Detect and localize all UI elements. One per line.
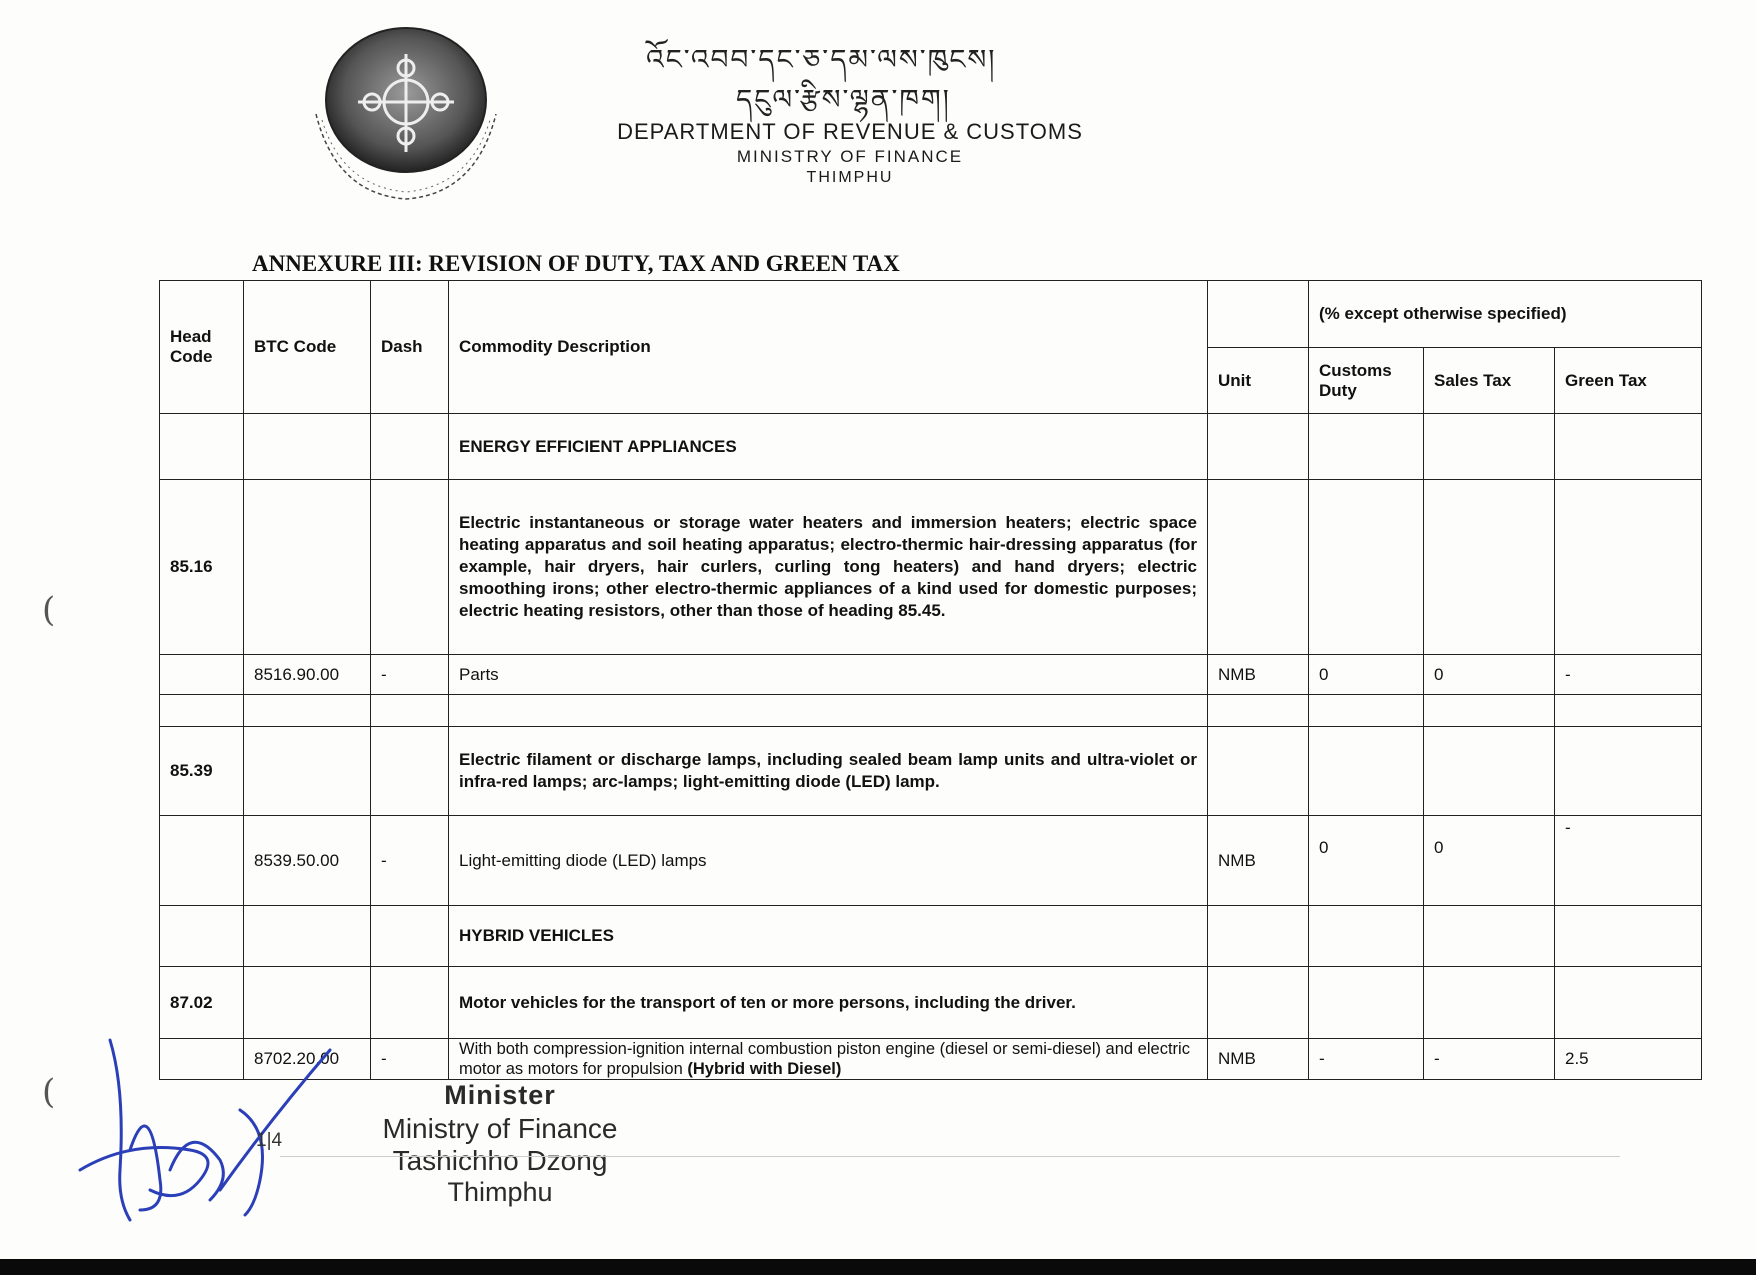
head-code-cell xyxy=(160,906,244,967)
dash-cell xyxy=(371,480,449,655)
customs-duty-cell xyxy=(1309,480,1424,655)
customs-duty-cell xyxy=(1309,727,1424,816)
green-tax-cell: 2.5 xyxy=(1555,1039,1702,1080)
head-code-cell: 87.02 xyxy=(160,967,244,1039)
head-code-cell: 85.39 xyxy=(160,727,244,816)
sales-tax-cell xyxy=(1424,967,1555,1039)
header-dash: Dash xyxy=(371,281,449,414)
table-row xyxy=(160,695,1702,727)
green-tax-cell xyxy=(1555,967,1702,1039)
header-unit-spacer xyxy=(1208,281,1309,348)
commodity-description-cell: Electric filament or discharge lamps, including sealed beam lamp units and ultra-violet or infra-red lamps; arc-lamps; light-emitting diode (LED) lamp. xyxy=(449,727,1208,816)
unit-cell xyxy=(1208,480,1309,655)
punch-hole-mark: ( xyxy=(42,1072,56,1112)
stamp-ministry: Ministry of Finance xyxy=(382,1113,618,1144)
customs-duty-cell: 0 xyxy=(1309,816,1424,906)
btc-code-cell xyxy=(244,967,371,1039)
dash-cell xyxy=(371,906,449,967)
table-row xyxy=(160,480,1702,655)
btc-code-cell xyxy=(244,414,371,480)
dash-cell: - xyxy=(371,1039,449,1080)
commodity-description-cell: Electric instantaneous or storage water heaters and immersion heaters; electric space heating apparatus and soil heating apparatus; electro-thermic hair-dressing apparatus (for example, hair dryers, hair curlers, curling tong heaters) and hand dryers; electric smoothing irons; other electro-thermic appliances of a kind used for domestic purposes; electric heating resistors, other than those of heading 85.45. xyxy=(449,480,1208,655)
table-row xyxy=(160,414,1702,480)
commodity-description-cell xyxy=(449,695,1208,727)
green-tax-cell xyxy=(1555,727,1702,816)
head-code-cell: 85.16 xyxy=(160,480,244,655)
header-rate-note: (% except otherwise specified) xyxy=(1309,281,1702,348)
royal-emblem-seal xyxy=(296,24,526,214)
green-tax-cell xyxy=(1555,695,1702,727)
header-customs-duty: Customs Duty xyxy=(1309,348,1424,414)
btc-code-cell xyxy=(244,480,371,655)
sales-tax-cell xyxy=(1424,414,1555,480)
table-row xyxy=(160,727,1702,816)
tibetan-ministry-name: དངུལ་རྩིས་ལྷན་ཁག། xyxy=(736,83,951,116)
dash-cell: - xyxy=(371,655,449,695)
head-code-cell xyxy=(160,695,244,727)
stamp-city: Thimphu xyxy=(447,1177,553,1207)
unit-cell: NMB xyxy=(1208,1039,1309,1080)
dash-cell: - xyxy=(371,816,449,906)
btc-code-cell xyxy=(244,727,371,816)
btc-code-cell: 8516.90.00 xyxy=(244,655,371,695)
unit-cell xyxy=(1208,414,1309,480)
header-sales-tax: Sales Tax xyxy=(1424,348,1555,414)
commodity-description-cell: Light-emitting diode (LED) lamps xyxy=(449,816,1208,906)
department-title: DEPARTMENT OF REVENUE & CUSTOMS xyxy=(617,119,1083,144)
sales-tax-cell: 0 xyxy=(1424,655,1555,695)
unit-cell xyxy=(1208,906,1309,967)
customs-duty-cell xyxy=(1309,695,1424,727)
customs-duty-cell xyxy=(1309,906,1424,967)
sales-tax-cell: - xyxy=(1424,1039,1555,1080)
sales-tax-cell xyxy=(1424,480,1555,655)
commodity-description-cell: Motor vehicles for the transport of ten or more persons, including the driver. xyxy=(449,967,1208,1039)
head-code-cell xyxy=(160,414,244,480)
header-btc-code: BTC Code xyxy=(244,281,371,414)
sales-tax-cell xyxy=(1424,695,1555,727)
tariff-table xyxy=(159,280,1702,1080)
table-row xyxy=(160,816,1702,906)
header-head-code: Head Code xyxy=(160,281,244,414)
btc-code-cell xyxy=(244,695,371,727)
page-number: 1|4 xyxy=(256,1130,283,1151)
table-row xyxy=(160,967,1702,1039)
unit-cell xyxy=(1208,695,1309,727)
commodity-description-cell xyxy=(449,1039,1208,1080)
btc-code-cell: 8702.20.00 xyxy=(244,1039,371,1080)
dash-cell xyxy=(371,967,449,1039)
sales-tax-cell xyxy=(1424,727,1555,816)
head-code-cell xyxy=(160,816,244,906)
sales-tax-cell: 0 xyxy=(1424,816,1555,906)
unit-cell: NMB xyxy=(1208,816,1309,906)
green-tax-cell xyxy=(1555,480,1702,655)
footer-divider xyxy=(280,1156,1620,1157)
green-tax-cell: - xyxy=(1555,816,1702,906)
handwritten-signature xyxy=(70,1030,350,1230)
stamp-title: Minister xyxy=(444,1080,556,1110)
dash-cell xyxy=(371,727,449,816)
section-heading-hybrid: HYBRID VEHICLES xyxy=(449,906,1208,967)
city-name: THIMPHU xyxy=(806,169,894,186)
btc-code-cell: 8539.50.00 xyxy=(244,816,371,906)
btc-code-cell xyxy=(244,906,371,967)
green-tax-cell xyxy=(1555,414,1702,480)
table-row xyxy=(160,1039,1702,1080)
customs-duty-cell xyxy=(1309,414,1424,480)
green-tax-cell xyxy=(1555,906,1702,967)
unit-cell xyxy=(1208,727,1309,816)
ministry-name: MINISTRY OF FINANCE xyxy=(736,147,964,166)
commodity-description-cell: Parts xyxy=(449,655,1208,695)
header-green-tax: Green Tax xyxy=(1555,348,1702,414)
header-unit: Unit xyxy=(1208,348,1309,414)
section-heading-energy: ENERGY EFFICIENT APPLIANCES xyxy=(449,414,1208,480)
sales-tax-cell xyxy=(1424,906,1555,967)
punch-hole-mark: ( xyxy=(42,590,56,630)
table-row xyxy=(160,906,1702,967)
official-stamp xyxy=(340,1080,660,1208)
description-text: With both compression-ignition internal combustion piston engine (diesel or semi-diesel) and electric motor as motors for propulsion xyxy=(459,1040,1190,1078)
scan-bottom-edge xyxy=(0,1259,1756,1275)
customs-duty-cell: 0 xyxy=(1309,655,1424,695)
description-emphasis: (Hybrid with Diesel) xyxy=(687,1060,842,1078)
customs-duty-cell: - xyxy=(1309,1039,1424,1080)
stamp-office: Tashichho Dzong xyxy=(392,1145,608,1176)
customs-duty-cell xyxy=(1309,967,1424,1039)
tibetan-department-name: འོང་འབབ་དང་ཅ་དམ་ལས་ཁུངས། xyxy=(646,43,997,76)
table-row xyxy=(160,655,1702,695)
dash-cell xyxy=(371,695,449,727)
unit-cell xyxy=(1208,967,1309,1039)
annexure-title: ANNEXURE III: REVISION OF DUTY, TAX AND GREEN TAX xyxy=(252,251,900,276)
green-tax-cell: - xyxy=(1555,655,1702,695)
header-commodity-description: Commodity Description xyxy=(449,281,1208,414)
unit-cell: NMB xyxy=(1208,655,1309,695)
head-code-cell xyxy=(160,655,244,695)
dash-cell xyxy=(371,414,449,480)
